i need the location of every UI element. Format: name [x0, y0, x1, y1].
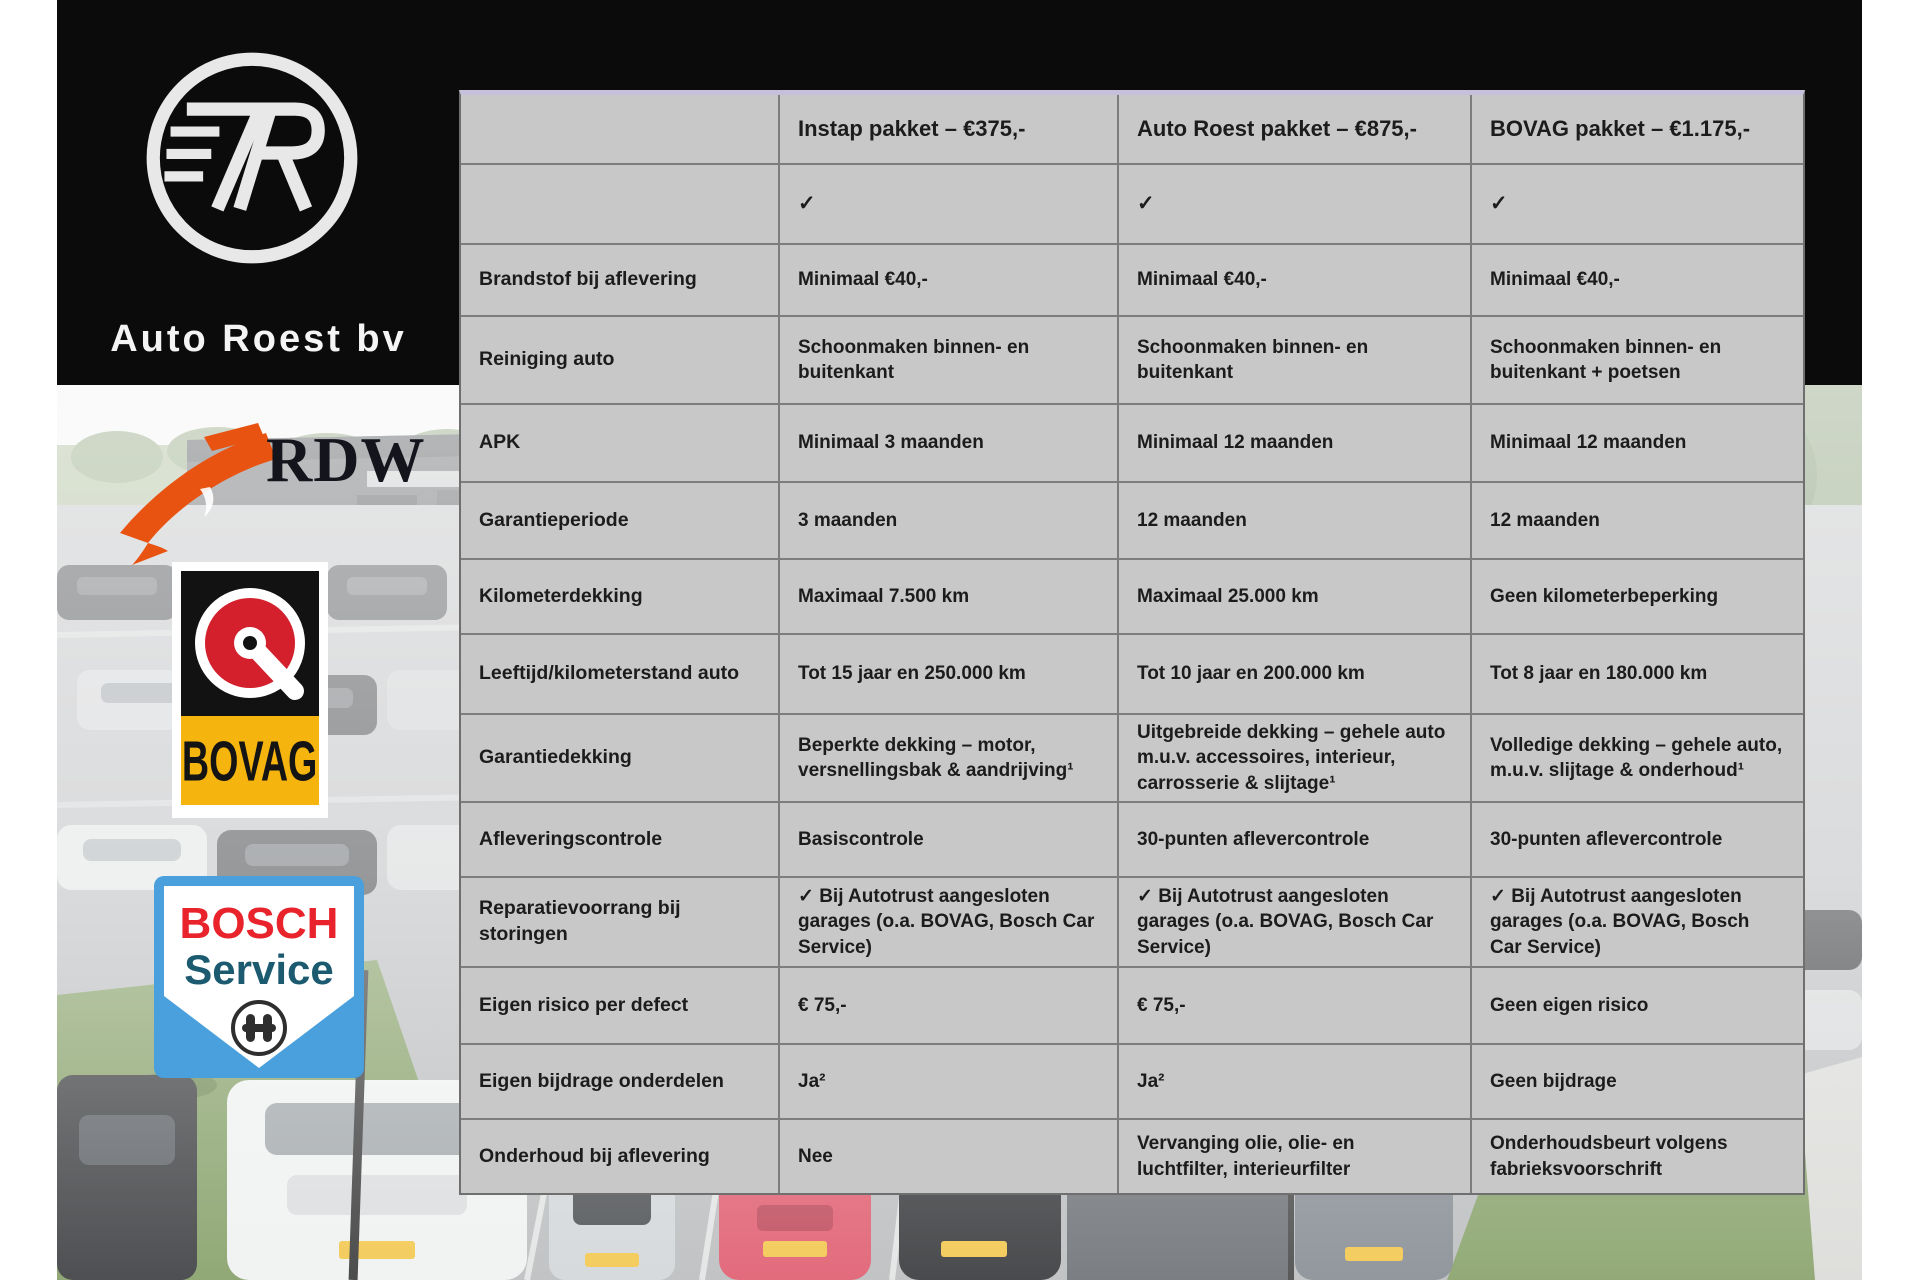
table-cell: Geen bijdrage — [1472, 1045, 1803, 1120]
check-icon: ✓ — [1119, 165, 1472, 245]
brand-name: Auto Roest bv — [110, 318, 407, 360]
row-label: Afleveringscontrole — [461, 803, 780, 878]
row-label: APK — [461, 405, 780, 483]
table-cell: Geen eigen risico — [1472, 968, 1803, 1045]
rdw-logo — [108, 415, 426, 565]
table-cell: Schoonmaken binnen- en buitenkant — [780, 317, 1119, 405]
table-cell: ✓ Bij Autotrust aangesloten garages (o.a. BOVAG, Bosch Car Service) — [1472, 878, 1803, 968]
table-cell: 30-punten aflevercontrole — [1472, 803, 1803, 878]
check-icon: ✓ — [1472, 165, 1803, 245]
table-cell: Minimaal 3 maanden — [780, 405, 1119, 483]
table-cell: Maximaal 7.500 km — [780, 560, 1119, 635]
table-cell: Uitgebreide dekking – gehele auto m.u.v. accessoires, interieur, carrosserie & slijtage¹ — [1119, 715, 1472, 803]
table-cell: Ja² — [780, 1045, 1119, 1120]
check-icon: ✓ — [780, 165, 1119, 245]
column-header-auto-roest: Auto Roest pakket – €875,- — [1119, 95, 1472, 165]
table-cell: Schoonmaken binnen- en buitenkant + poetsen — [1472, 317, 1803, 405]
table-cell: ✓ Bij Autotrust aangesloten garages (o.a. BOVAG, Bosch Car Service) — [1119, 878, 1472, 968]
bovag-logo-text: BOVAG — [182, 728, 318, 793]
table-cell: Onderhoudsbeurt volgens fabrieksvoorschrift — [1472, 1120, 1803, 1193]
rdw-swoosh-icon — [108, 415, 278, 565]
table-cell: Beperkte dekking – motor, versnellingsbak & aandrijving¹ — [780, 715, 1119, 803]
table-cell: Maximaal 25.000 km — [1119, 560, 1472, 635]
bovag-symbol — [181, 571, 319, 716]
table-cell: Minimaal €40,- — [1472, 245, 1803, 317]
table-cell: € 75,- — [780, 968, 1119, 1045]
table-cell: 3 maanden — [780, 483, 1119, 560]
row-label: Garantieperiode — [461, 483, 780, 560]
row-label: Eigen risico per defect — [461, 968, 780, 1045]
table-cell: Schoonmaken binnen- en buitenkant — [1119, 317, 1472, 405]
bovag-logo — [172, 562, 328, 818]
bovag-wordmark-bg — [181, 716, 319, 805]
table-cell: 12 maanden — [1119, 483, 1472, 560]
auto-roest-logo-icon — [140, 42, 364, 270]
table-cell: Tot 8 jaar en 180.000 km — [1472, 635, 1803, 715]
rdw-logo-text: RDW — [266, 424, 426, 495]
bosch-service-text: Service — [184, 946, 334, 993]
row-label: Brandstof bij aflevering — [461, 245, 780, 317]
row-label: Onderhoud bij aflevering — [461, 1120, 780, 1193]
table-cell: Basiscontrole — [780, 803, 1119, 878]
table-cell: Geen kilometerbeperking — [1472, 560, 1803, 635]
table-corner-cell — [461, 95, 780, 165]
table-cell: € 75,- — [1119, 968, 1472, 1045]
table-cell: Volledige dekking – gehele auto, m.u.v. slijtage & onderhoud¹ — [1472, 715, 1803, 803]
bosch-service-logo — [154, 876, 364, 1078]
column-header-bovag: BOVAG pakket – €1.175,- — [1472, 95, 1803, 165]
table-cell: 12 maanden — [1472, 483, 1803, 560]
column-header-instap: Instap pakket – €375,- — [780, 95, 1119, 165]
row-label: Garantiedekking — [461, 715, 780, 803]
table-cell: Nee — [780, 1120, 1119, 1193]
bovag-q-icon — [181, 571, 319, 716]
table-cell: Minimaal €40,- — [780, 245, 1119, 317]
bosch-logo-text: BOSCH — [179, 899, 339, 948]
table-cell: Ja² — [1119, 1045, 1472, 1120]
table-cell: Minimaal €40,- — [1119, 245, 1472, 317]
row-label-included — [461, 165, 780, 245]
table-cell: Tot 10 jaar en 200.000 km — [1119, 635, 1472, 715]
table-cell: ✓ Bij Autotrust aangesloten garages (o.a. BOVAG, Bosch Car Service) — [780, 878, 1119, 968]
table-cell: Minimaal 12 maanden — [1472, 405, 1803, 483]
row-label: Reparatievoorrang bij storingen — [461, 878, 780, 968]
table-cell: Vervanging olie, olie- en luchtfilter, interieurfilter — [1119, 1120, 1472, 1193]
table-cell: 30-punten aflevercontrole — [1119, 803, 1472, 878]
row-label: Eigen bijdrage onderdelen — [461, 1045, 780, 1120]
table-cell: Tot 15 jaar en 250.000 km — [780, 635, 1119, 715]
row-label: Kilometerdekking — [461, 560, 780, 635]
row-label: Reiniging auto — [461, 317, 780, 405]
table-cell: Minimaal 12 maanden — [1119, 405, 1472, 483]
package-comparison-table — [459, 90, 1805, 1195]
row-label: Leeftijd/kilometerstand auto — [461, 635, 780, 715]
